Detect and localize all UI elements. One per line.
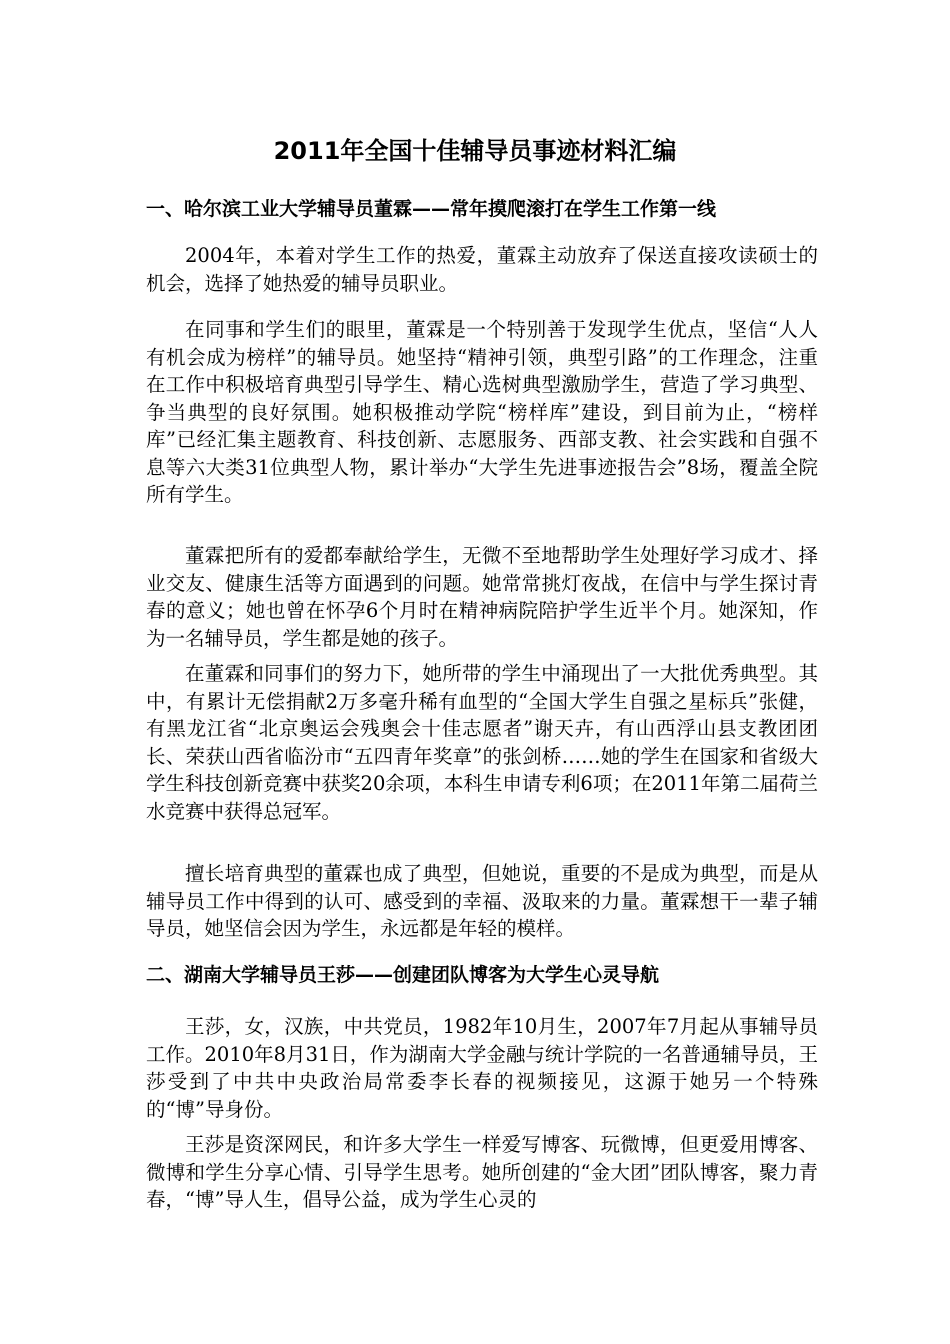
document-title: 2011年全国十佳辅导员事迹材料汇编 — [273, 137, 677, 165]
section-2-paragraph-1: 王莎，女，汉族，中共党员，1982年10月生，2007年7月起从事辅导员工作。2010年8月31日，作为湖南大学金融与统计学院的一名普通辅导员，王莎受到了中共中央政治局常委李长春的视频接见，这源于她另一个特殊的“博”导身份。 — [146, 1015, 818, 1121]
section-1-paragraph-4: 在董霖和同事们的努力下，她所带的学生中涌现出了一大批优秀典型。其中，有累计无偿捐献2万多毫升稀有血型的“全国大学生自强之星标兵”张健，有黑龙江省“北京奥运会残奥会十佳志愿者”谢天卉，有山西浮山县支教团团长、荣获山西省临汾市“五四青年奖章”的张剑桥……她的学生在国家和省级大学生科技创新竞赛中获奖20余项，本科生申请专利6项；在2011年第二届荷兰水竞赛中获得总冠军。 — [146, 662, 818, 823]
section-heading-1: 一、哈尔滨工业大学辅导员董霖——常年摸爬滚打在学生工作第一线 — [146, 198, 717, 220]
section-2-paragraph-2: 王莎是资深网民，和许多大学生一样爱写博客、玩微博，但更爱用博客、微博和学生分享心情、引导学生思考。她所创建的“金大团”团队博客，聚力青春，“博”导人生，倡导公益，成为学生心灵的 — [146, 1133, 818, 1211]
section-heading-2: 二、湖南大学辅导员王莎——创建团队博客为大学生心灵导航 — [146, 964, 660, 986]
section-1-paragraph-5: 擅长培育典型的董霖也成了典型，但她说，重要的不是成为典型，而是从辅导员工作中得到的认可、感受到的幸福、汲取来的力量。董霖想干一辈子辅导员，她坚信会因为学生，永远都是年轻的模样。 — [146, 862, 818, 940]
section-1-paragraph-1: 2004年，本着对学生工作的热爱，董霖主动放弃了保送直接攻读硕士的机会，选择了她热爱的辅导员职业。 — [146, 244, 818, 295]
section-1-paragraph-3: 董霖把所有的爱都奉献给学生，无微不至地帮助学生处理好学习成才、择业交友、健康生活等方面遇到的问题。她常常挑灯夜战，在信中与学生探讨青春的意义；她也曾在怀孕6个月时在精神病院陪护学生近半个月。她深知，作为一名辅导员，学生都是她的孩子。 — [146, 544, 818, 650]
section-1-paragraph-2: 在同事和学生们的眼里，董霖是一个特别善于发现学生优点，坚信“人人有机会成为榜样”的辅导员。她坚持“精神引领，典型引路”的工作理念，注重在工作中积极培育典型引导学生、精心选树典型激励学生，营造了学习典型、争当典型的良好氛围。她积极推动学院“榜样库”建设，到目前为止，“榜样库”已经汇集主题教育、科技创新、志愿服务、西部支教、社会实践和自强不息等六大类31位典型人物，累计举办“大学生先进事迹报告会”8场，覆盖全院所有学生。 — [146, 318, 818, 506]
